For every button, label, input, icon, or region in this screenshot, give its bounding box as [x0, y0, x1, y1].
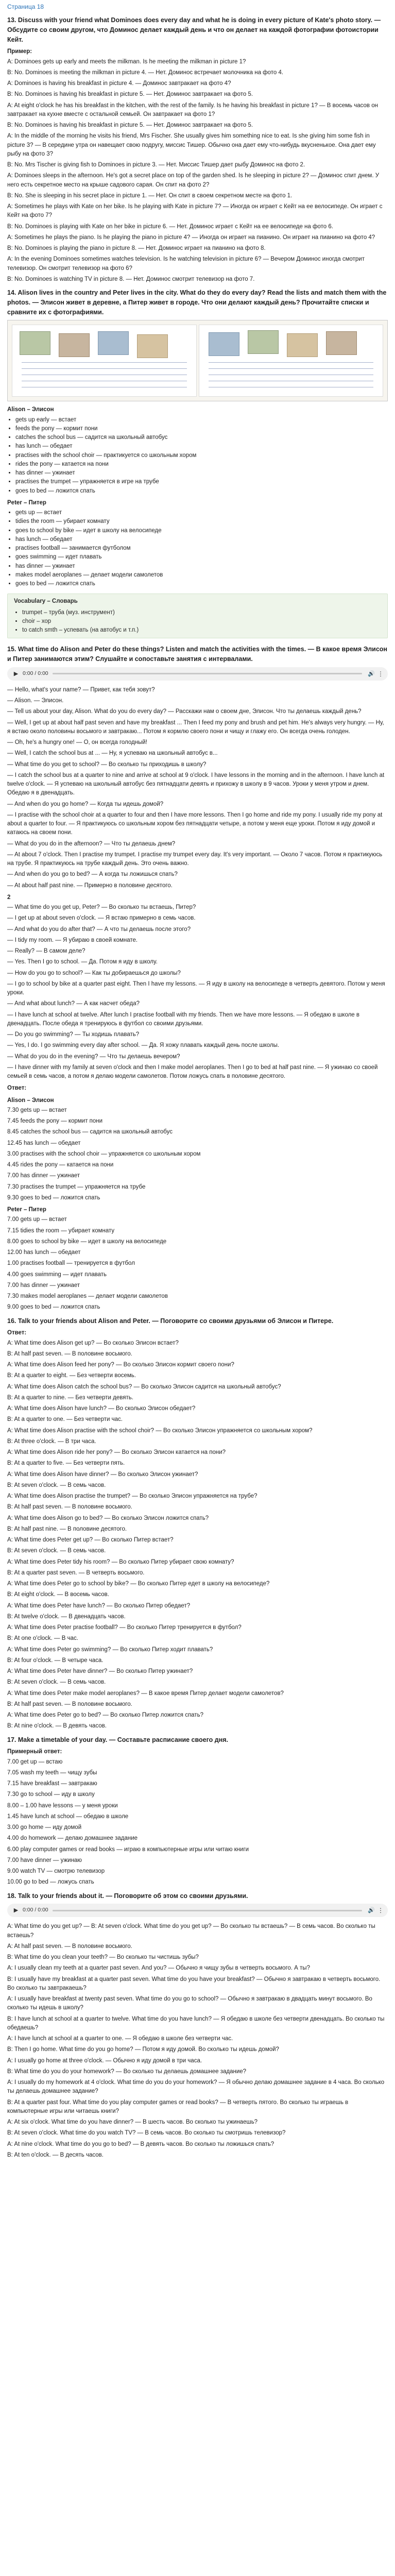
dialog-line: A: At nine o'clock. What time do you go to bed? — В девять часов. Во сколько ты ложишься спать?	[7, 2141, 274, 2147]
dialog-line: — What time do you get to school? — Во сколько ты приходишь в школу?	[7, 761, 207, 768]
dialog-line: B: No. Dominoes is having his breakfast in picture 5. — Нет. Доминос завтракает на фото 5.	[7, 91, 253, 98]
dialog-line: — Alison. — Элисон.	[7, 698, 64, 704]
peter-answer-title: Peter – Питер	[7, 1207, 46, 1213]
alison-timetable	[7, 1106, 388, 1202]
dialog-line: A: What time does Alison practise the trumpet? — Во сколько Элисон упражняется на трубе?	[7, 1493, 257, 1499]
volume-icon[interactable]: 🔊	[368, 670, 375, 677]
dialog-line: — Oh, he's a hungry one! — О, он всегда голодный!	[7, 739, 147, 745]
dialog-line: B: At half past seven. — В половине восьмого.	[7, 1504, 132, 1511]
dialog-line: B: At three o'clock. — В три часа.	[7, 1438, 96, 1445]
dialog-line: A: In the evening Dominoes sometimes watches television. Is he watching television in picture 6? — Вечером Доминос иногда смотрит телевизор. Он смотрит телевизор на фото 6?	[7, 256, 365, 272]
list-item: • practises with the school choir — практикуется со школьным хором	[15, 451, 388, 460]
timetable-row: 12.45 has lunch — обедает	[7, 1140, 81, 1146]
timetable-row: 8.00 – 1.00 have lessons — у меня уроки	[7, 1802, 118, 1809]
exercise-16-heading: 16. Talk to your friends about Alison and Peter. — Поговорите со своими друзьями об Элисон и Питере.	[7, 1317, 334, 1325]
audio-progress-bar[interactable]	[53, 673, 362, 674]
dialog-line: — Yes, I do. I go swimming every day after school. — Да. Я хожу плавать каждый день после школы.	[7, 1042, 280, 1049]
page-number: Страница 18	[7, 3, 44, 10]
dialog-line: — And what do you do after that? — А что ты делаешь после этого?	[7, 926, 191, 933]
timetable-row: 7.45 feeds the pony — кормит пони	[7, 1118, 103, 1124]
vocabulary-item: • choir – хор	[22, 617, 381, 626]
exercise-14-heading: 14. Alison lives in the country and Peter lives in the city. What do they do every day? Read the lists and match them with the photos. — Элисон живет в деревне, а Питер живет в городе. Что они делают каждый день? Прочитайте списки и сравните их с фотографиями.	[7, 289, 387, 316]
timetable-row: 4.00 goes swimming — идет плавать	[7, 1271, 107, 1278]
dialog-line: — At about 7 o'clock. Then I practise my trumpet. I practise my trumpet every day. It's very important. — Около 7 часов. Потом я практикуюсь на трубе. Я практикуюсь на трубе каждый день. Это очень важно.	[7, 851, 383, 867]
dialog-line: A: Dominoes gets up early and meets the milkman. Is he meeting the milkman in picture 1?	[7, 58, 246, 65]
dialog-line: — And when do you go to bed? — А когда ты ложишься спать?	[7, 871, 178, 878]
dialog-line: A: What time does Peter tidy his room? — Во сколько Питер убирает свою комнату?	[7, 1558, 234, 1565]
photo-thumbnail	[248, 330, 279, 354]
list-item: • goes to bed — ложится спать	[15, 580, 388, 588]
answer-label: Ответ:	[7, 1330, 27, 1336]
audio-player[interactable]	[7, 1904, 388, 1917]
exercise-14	[7, 288, 388, 588]
audio-time: 0:00 / 0:00	[23, 1907, 48, 1913]
dialog-line: — And when do you go home? — Когда ты идешь домой?	[7, 801, 164, 807]
dialog-line: B: I usually have my breakfast at a quarter past seven. What time do you have your breakfast? — Обычно я завтракаю в четверть восьмого. Во сколько ты завтракаешь?	[7, 1976, 381, 1991]
dialog-line: A: What time does Alison have dinner? — Во сколько Элисон ужинает?	[7, 1471, 198, 1478]
dialog-line: B: At half past seven. — В половине восьмого.	[7, 1350, 132, 1357]
timetable-row: 10.00 go to bed — ложусь спать	[7, 1879, 94, 1886]
photo-thumbnail	[59, 333, 90, 357]
dialog-line: B: What time do you do your homework? — Во сколько ты делаешь домашнее задание?	[7, 2068, 247, 2075]
timetable-row: 3.00 practises with the school choir — упражняется со школьным хором	[7, 1150, 201, 1157]
timetable-row: 7.30 go to school — иду в школу	[7, 1791, 95, 1798]
vocabulary-box	[7, 594, 388, 638]
textbook-photo	[7, 320, 388, 401]
peter-list	[7, 509, 388, 588]
timetable-row: 7.15 have breakfast — завтракаю	[7, 1781, 97, 1787]
dialog-line: A: What time does Alison go to bed? — Во сколько Элисон ложится спать?	[7, 1515, 209, 1521]
dialog-line: B: At ten o'clock. — В десять часов.	[7, 2151, 104, 2158]
list-item: • catches the school bus — садится на школьный автобус	[15, 433, 388, 442]
exercise-13	[7, 15, 388, 284]
dialog-line: B: I have lunch at school at a quarter to twelve. What time do you have lunch? — Я обедаю в школе без четверти двенадцать. Во сколько ты обедаешь?	[7, 2015, 385, 2031]
dialog-line: B: No. She is sleeping in his secret place in picture 1. — Нет. Он спит в своем секретном месте на фото 1.	[7, 192, 293, 199]
dialog-line: — Well, I get up at about half past seven and have my breakfast ... Then I feed my pony and brush and pet him. He's always very hungry. — Ну, я встаю около половины восьмого и завтракаю... Потом я кормлю своего пони и чищу и глажу его. Он всегда очень голоден.	[7, 719, 384, 735]
vocabulary-item: • trumpet – труба (муз. инструмент)	[22, 608, 381, 617]
photo-thumbnail	[209, 332, 239, 356]
dialog-line: A: What time does Alison get up? — Во сколько Элисон встает?	[7, 1340, 179, 1346]
timetable-row: 7.30 practises the trumpet — упражняется на трубе	[7, 1183, 146, 1190]
photo-thumbnail	[137, 334, 168, 358]
exercise-17	[7, 1735, 388, 1887]
more-options-icon[interactable]: ⋮	[377, 670, 384, 677]
dialog-line: B: At seven o'clock. — В семь часов.	[7, 1679, 106, 1686]
dialog-line: — I practise with the school choir at a quarter to four and then I have more lessons. Then I go home and ride my pony. I usually ride my pony at about a quarter to four. — Я практикуюсь со школьным хором без пятнадцати четыре, а потом у меня еще уроки. Потом я иду домой и катаюсь на своем пони.	[7, 811, 383, 836]
exercise-18	[7, 1891, 388, 2160]
dialog-line: A: What time does Alison practise with the school choir? — Во сколько Элисон упражняется со школьным хором?	[7, 1427, 313, 1434]
dialog-line: — I get up at about seven o'clock. — Я встаю примерно в семь часов.	[7, 915, 196, 922]
dialog-line: B: At four o'clock. — В четыре часа.	[7, 1657, 104, 1664]
list-item: • has dinner — ужинает	[15, 469, 388, 478]
dialog-line: B: At seven o'clock. — В семь часов.	[7, 1482, 106, 1488]
list-item: • goes to school by bike — идет в школу на велосипеде	[15, 527, 388, 535]
example-label: Пример:	[7, 48, 32, 55]
timetable-list	[7, 1758, 388, 1887]
timetable-row: 1.45 have lunch at school — обедаю в школе	[7, 1813, 129, 1820]
dialog-line: B: At eight o'clock. — В восемь часов.	[7, 1591, 109, 1598]
play-icon[interactable]: ▶	[13, 670, 19, 677]
dialog-line: — Yes. Then I go to school. — Да. Потом я иду в школу.	[7, 959, 158, 965]
dialog-line: — At about half past nine. — Примерно в половине десятого.	[7, 882, 173, 889]
dialog-line: A: What time does Alison feed her pony? — Во сколько Элисон кормит своего пони?	[7, 1362, 234, 1368]
exercise-15-heading: 15. What time do Alison and Peter do these things? Listen and match the activities with the times. — В какое время Элисон и Питер занимаются этим? Слушайте и сопоставьте занятия с интервалами.	[7, 646, 387, 663]
timetable-row: 7.00 gets up — встает	[7, 1216, 67, 1223]
dialog-line: A: In the middle of the morning he visits his friend, Mrs Fischer. She usually gives him something nice to eat. Is she giving him some fish in picture 3? — В середине утра он навещает свою подругу, миссис Тишер. Обычно она дает ему что-нибудь вкусненькое. Она дает ему рыбу на фото 3?	[7, 133, 376, 157]
dialog-line: B: No. Dominoes is having his breakfast in picture 5. — Нет. Доминос завтракает на фото 5.	[7, 122, 253, 128]
list-item: • gets up early — встает	[15, 416, 388, 425]
dialog-line: — I tidy my room. — Я убираю в своей комнате.	[7, 937, 138, 943]
dialog-line: B: No. Mrs Tischer is giving fish to Dominoes in picture 3. — Нет. Миссис Тишер дает рыбу Доминос на фото 2.	[7, 162, 305, 168]
timetable-row: 3.00 go home — иду домой	[7, 1824, 82, 1831]
list-item: • has lunch — обедает	[15, 535, 388, 544]
photo-thumbnail	[20, 331, 50, 355]
list-item: • goes swimming — идет плавать	[15, 553, 388, 562]
dialog-line: A: What time does Peter go to school by bike? — Во сколько Питер едет в школу на велосипеде?	[7, 1581, 270, 1587]
alison-title: Alison – Элисон	[7, 406, 54, 413]
list-item: • rides the pony — катается на пони	[15, 460, 388, 469]
dialog-line: A: What time does Peter have dinner? — Во сколько Питер ужинает?	[7, 1668, 193, 1674]
dialog-line: A: What time does Peter go swimming? — Во сколько Питер ходит плавать?	[7, 1646, 213, 1653]
dialog-line: — How do you go to school? — Как ты добираешься до школы?	[7, 970, 181, 976]
dialog-line: B: At seven o'clock. — В семь часов.	[7, 1548, 106, 1554]
dialog-line: A: At half past seven. — В половине восьмого.	[7, 1943, 132, 1950]
exercise-18-heading: 18. Talk to your friends about it. — Поговорите об этом со своими друзьями.	[7, 1892, 248, 1900]
audio-player[interactable]	[7, 667, 388, 681]
list-item: • practises the trumpet — упражняется в игре на трубе	[15, 478, 388, 486]
peter-timetable	[7, 1215, 388, 1312]
dialog-line: A: I usually do my homework at 4 o'clock. What time do you do your homework? — Я обычно делаю домашнее задание в 4 часа. Во сколько ты делаешь домашнее задание?	[7, 2079, 385, 2095]
dialog-line: A: What time does Peter make model aeroplanes? — В какое время Питер делает модели самолетов?	[7, 1690, 284, 1697]
list-item: • goes to bed — ложится спать	[15, 487, 388, 496]
timetable-row: 8.45 catches the school bus — садится на школьный автобус	[7, 1129, 173, 1136]
dialog-line: — I have lunch at school at twelve. After lunch I practise football with my friends. Then we have more lessons. — Я обедаю в школе в двенадцать. После обеда я тренируюсь в футбол со своими друзьями.	[7, 1011, 360, 1027]
dialog-line: — Tell us about your day, Alison. What do you do every day? — Расскажи нам о своем дне, Элисон. Что ты делаешь каждый день?	[7, 708, 362, 715]
dialog-line: B: At one o'clock. — В час.	[7, 1635, 78, 1642]
timetable-row: 7.30 makes model aeroplanes — делает модели самолетов	[7, 1293, 168, 1299]
vocabulary-title: Vocabulary – Словарь	[14, 598, 78, 605]
dialog-2	[7, 903, 388, 1081]
dialog-line: — Really? — В самом деле?	[7, 948, 85, 954]
timetable-row: 7.00 has dinner — ужинает	[7, 1173, 80, 1179]
dialog-line: B: Then I go home. What time do you go home? — Потом я иду домой. Во сколько ты идешь домой?	[7, 2046, 279, 2053]
dialog-line: A: I usually have breakfast at twenty past seven. What time do you go to school? — Обычно я завтракаю в двадцать минут восьмого. Во сколько ты идешь в школу?	[7, 1996, 372, 2011]
dialog-line: A: What time do you get up? — B: At seven o'clock. What time do you get up? — Во сколько ты встаешь? — В семь часов. Во сколько ты встаешь?	[7, 1923, 375, 1939]
dialog-line: A: I usually clean my teeth at a quarter past seven. And you? — Обычно я чищу зубы в четверть восьмого. А ты?	[7, 1965, 310, 1972]
timetable-row: 7.00 have dinner — ужинаю	[7, 1857, 82, 1863]
dialog-line: A: Dominoes sleeps in the afternoon. He's got a secret place on top of the garden shed. Is he sleeping in picture 2? — Доминос спит днем. У него есть секретное место на крыше садового сарая. Он спит на фото 2?	[7, 173, 380, 188]
dialog-line: — I have dinner with my family at seven o'clock and then I make model aeroplanes. Then I go to bed at half past nine. — Я ужинаю со своей семьей в семь часов, а потом я делаю модели самолетов. Потом ложусь спать в половине десятого.	[7, 1064, 378, 1079]
timetable-row: 7.05 wash my teeth — чищу зубы	[7, 1769, 97, 1776]
audio-progress-bar[interactable]	[53, 1910, 362, 1911]
list-item: • has dinner — ужинает	[15, 562, 388, 571]
photo-thumbnail	[98, 331, 129, 355]
dialog-line: B: At a quarter to eight. — Без четверти восемь.	[7, 1372, 136, 1379]
dialog-line: B: At twelve o'clock. — В двенадцать часов.	[7, 1613, 126, 1620]
timetable-row: 12.00 has lunch — обедает	[7, 1249, 81, 1256]
timetable-row: 4.00 do homework — делаю домашнее задание	[7, 1835, 138, 1842]
audio-time: 0:00 / 0:00	[23, 670, 48, 676]
exercise-18-dialog	[7, 1922, 388, 2160]
peter-title: Peter – Питер	[7, 499, 46, 506]
exercise-17-heading: 17. Make a timetable of your day. — Составьте расписание своего дня.	[7, 1736, 229, 1743]
dialog-line: — I go to school by bike at a quarter past eight. Then I have my lessons. — Я иду в школу на велосипеде в четверть девятого. Потом у меня уроки.	[7, 980, 385, 996]
exercise-16	[7, 1316, 388, 1731]
dialog-line: B: At a quarter to nine. — Без четверти девять.	[7, 1394, 133, 1401]
dialog-line: B: At half past nine. — В половине десятого.	[7, 1526, 127, 1532]
answer-label: Ответ:	[7, 1085, 27, 1092]
volume-icon[interactable]: 🔊	[368, 1907, 375, 1913]
dialog-1	[7, 686, 388, 890]
exercise-16-dialog	[7, 1339, 388, 1731]
photo-thumbnail	[326, 331, 357, 355]
exercise-15	[7, 645, 388, 1312]
timetable-row: 9.00 goes to bed — ложится спать	[7, 1304, 100, 1311]
timetable-row: 8.00 goes to school by bike — идет в школу на велосипеде	[7, 1238, 167, 1245]
dialog-line: B: At a quarter to one. — Без четверти час.	[7, 1416, 123, 1423]
dialog-line: A: Dominoes is having his breakfast in picture 4. — Доминос завтракает на фото 4?	[7, 80, 231, 87]
example-answer-label: Примерный ответ:	[7, 1749, 62, 1755]
list-item: • tidies the room — убирает комнату	[15, 517, 388, 526]
photo-page-right	[199, 325, 384, 397]
list-item: • makes model aeroplanes — делает модели самолетов	[15, 571, 388, 580]
dialog-line: B: No. Dominoes is playing the piano in picture 8. — Нет. Доминос играет на пианино на фото 8.	[7, 245, 266, 251]
timetable-row: 9.00 watch TV — смотрю телевизор	[7, 1868, 105, 1874]
dialog-line: A: What time does Alison ride her pony? — Во сколько Элисон катается на пони?	[7, 1449, 226, 1455]
dialog-line: B: At a quarter past seven. — В четверть восьмого.	[7, 1569, 145, 1576]
dialog-line: A: What time does Alison have lunch? — Во сколько Элисон обедает?	[7, 1405, 196, 1412]
list-item: • gets up — встает	[15, 509, 388, 517]
dialog-line: A: What time does Alison catch the school bus? — Во сколько Элисон садится на школьный автобус?	[7, 1383, 281, 1390]
alison-list	[7, 416, 388, 496]
dialog-line: A: I have lunch at school at a quarter to one. — Я обедаю в школе без четверти час.	[7, 2036, 233, 2042]
dialog-line: B: No. Dominoes is watching TV in picture 8. — Нет. Доминос смотрит телевизор на фото 7.	[7, 276, 255, 282]
dialog-2-marker: 2	[7, 894, 11, 901]
vocabulary-item: • to catch smth – успевать (на автобус и т.п.)	[22, 626, 381, 635]
dialog-line: B: No. Dominoes is meeting the milkman in picture 4. — Нет. Доминос встречает молочника на фото 4.	[7, 69, 284, 76]
timetable-row: 9.30 goes to bed — ложится спать	[7, 1194, 100, 1201]
play-icon[interactable]: ▶	[13, 1907, 19, 1914]
dialog-line: — Hello, what's your name? — Привет, как тебя зовут?	[7, 686, 155, 693]
exercise-13-dialog	[7, 58, 388, 284]
exercise-13-heading: 13. Discuss with your friend what Dominoes does every day and what he is doing in every picture of Kate's photo story. — Обсудите со своим другом, что Доминос делает каждый день и что он делает на каждой фотографии фотоистории Кейт.	[7, 16, 381, 43]
photo-page-left	[12, 325, 197, 397]
dialog-line: B: No. Dominoes is playing with Kate on her bike in picture 6. — Нет. Доминос играет с Кейт на ее велосипеде на фото 6.	[7, 223, 333, 230]
timetable-row: 1.00 practises football — тренируется в футбол	[7, 1260, 135, 1267]
dialog-line: B: At a quarter to five. — Без четверти пять.	[7, 1460, 125, 1467]
dialog-line: B: At a quarter past four. What time do you play computer games or read books? — В четверть пятого. Во сколько ты играешь в компьютерные игры или читаешь книги?	[7, 2099, 349, 2114]
timetable-row: 4.45 rides the pony — катается на пони	[7, 1162, 114, 1168]
dialog-line: A: What time does Peter practise football? — Во сколько Питер тренируется в футбол?	[7, 1624, 242, 1631]
list-item: • feeds the pony — кормит пони	[15, 425, 388, 433]
timetable-row: 7.30 gets up — встает	[7, 1107, 67, 1113]
dialog-line: B: What time do you clean your teeth? — Во сколько ты чистишь зубы?	[7, 1954, 199, 1960]
dialog-line: — What do you do in the evening? — Что ты делаешь вечером?	[7, 1053, 180, 1060]
dialog-line: — Do you go swimming? — Ты ходишь плавать?	[7, 1031, 140, 1038]
dialog-line: A: At six o'clock. What time do you have dinner? — В шесть часов. Во сколько ты ужинаешь?	[7, 2119, 258, 2125]
dialog-line: — I catch the school bus at a quarter to nine and arrive at school at 9 o'clock. I have lessons in the morning and in the afternoon. I have lunch at twelve o'clock. — Я успеваю на школьный автобус без пятнадцати девять и прихожу в школу в 9 часов. Уроки у меня утром и днем. Обедаю я в двенадцать.	[7, 772, 385, 796]
list-item: • has lunch — обедает	[15, 442, 388, 451]
dialog-line: A: What time does Peter go to bed? — Во сколько Питер ложится спать?	[7, 1712, 203, 1718]
dialog-line: — What time do you get up, Peter? — Во сколько ты встаешь, Питер?	[7, 904, 196, 910]
alison-answer-title: Alison – Элисон	[7, 1097, 54, 1104]
dialog-line: — What do you do in the afternoon? — Что ты делаешь днем?	[7, 840, 176, 847]
dialog-line: A: Sometimes he plays the piano. Is he playing the piano in picture 4? — Иногда он играет на пианино. Он играет на пианино на фото 4?	[7, 234, 375, 241]
timetable-row: 7.15 tidies the room — убирает комнату	[7, 1227, 115, 1234]
more-options-icon[interactable]: ⋮	[377, 1907, 384, 1914]
dialog-line: A: Sometimes he plays with Kate on her bike. Is he playing with Kate in picture 7? — Иногда он играет с Кейт на ее велосипеде. Он играет с Кейт на фото 7?	[7, 204, 383, 219]
dialog-line: — Well, I catch the school bus at ... — Ну, я успеваю на школьный автобус в...	[7, 750, 218, 757]
vocabulary-list	[14, 608, 381, 635]
dialog-line: — And what about lunch? — А как насчет обеда?	[7, 1001, 140, 1007]
dialog-line: B: At half past seven. — В половине восьмого.	[7, 1701, 132, 1707]
timetable-row: 6.00 play computer games or read books — играю в компьютерные игры или читаю книги	[7, 1846, 249, 1853]
dialog-line: B: At seven o'clock. What time do you watch TV? — В семь часов. Во сколько ты смотришь телевизор?	[7, 2130, 286, 2137]
timetable-row: 7.00 has dinner — ужинает	[7, 1282, 80, 1289]
dialog-line: B: At nine o'clock. — В девять часов.	[7, 1723, 107, 1730]
dialog-line: A: At eight o'clock he has his breakfast in the kitchen, with the rest of the family. Is he having his breakfast in picture 1? — В восемь часов он завтракает на кухне вместе с остальной семьей. Он завтракает на фото 1?	[7, 102, 378, 117]
list-item: • practises football — занимается футболом	[15, 544, 388, 553]
photo-thumbnail	[287, 333, 318, 357]
dialog-line: A: I usually go home at three o'clock. — Обычно я иду домой в три часа.	[7, 2057, 202, 2064]
timetable-row: 7.00 get up — встаю	[7, 1758, 63, 1765]
dialog-line: A: What time does Peter get up? — Во сколько Питер встает?	[7, 1537, 174, 1543]
dialog-line: A: What time does Peter have lunch? — Во сколько Питер обедает?	[7, 1602, 191, 1609]
